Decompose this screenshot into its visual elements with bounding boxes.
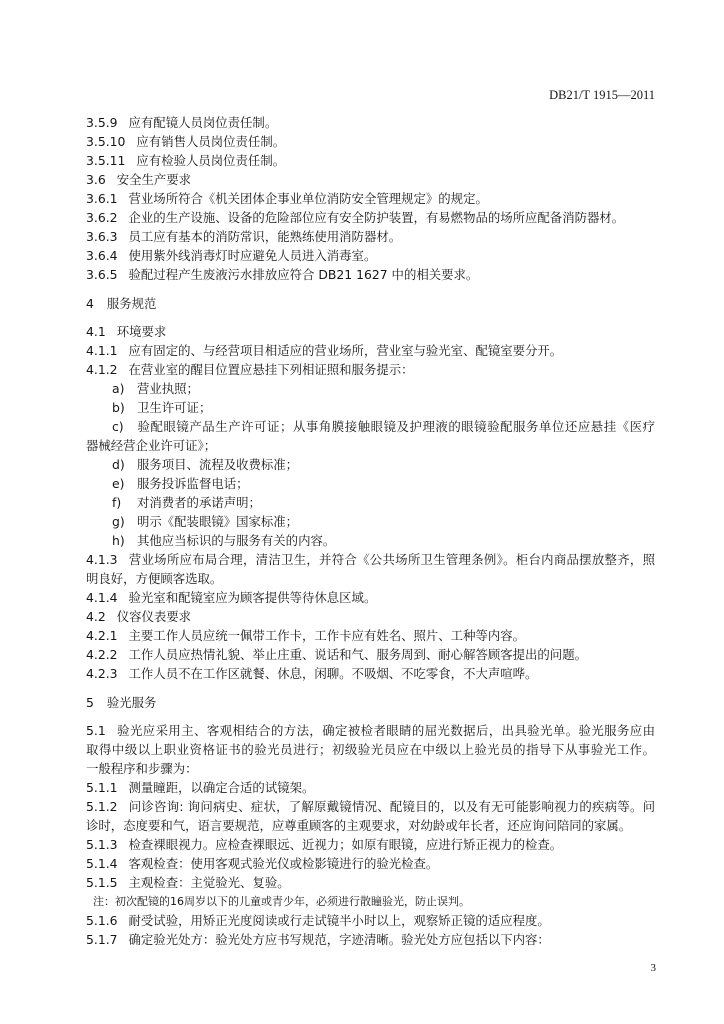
clause-5-1-4	[86, 854, 655, 873]
page-number: 3	[650, 962, 656, 974]
clause-number: 5.1.3	[86, 836, 118, 852]
list-label: h)	[112, 532, 125, 548]
subsection-4-1-heading	[86, 322, 655, 341]
clause-number: 5.1.2	[86, 798, 118, 814]
list-item-f	[86, 493, 655, 512]
clause-5-1-6	[86, 911, 655, 930]
clause-text: 明良好，方便顾客选取。	[86, 570, 223, 586]
subsection-title: 仪容仪表要求	[116, 608, 192, 624]
clause-3-5-9	[86, 113, 655, 132]
chapter-title: 服务规范	[106, 295, 157, 311]
list-item-a	[86, 379, 655, 398]
clause-text: 客观检查：使用客观式验光仪或检影镜进行的验光检查。	[128, 855, 439, 871]
list-text: 营业执照；	[137, 380, 199, 396]
clause-text: 验配过程产生废液污水排放应符合 DB21 1627 中的相关要求。	[128, 267, 479, 282]
subsection-title: 安全生产要求	[116, 172, 192, 187]
clause-text: 应有检验人员岗位责任制。	[136, 153, 286, 168]
list-label: b)	[112, 399, 125, 415]
list-text: 验配眼镜产品生产许可证；从事角膜接触眼镜及护理液的眼镜验配服务单位还应悬挂《医疗	[137, 418, 655, 434]
note	[86, 892, 655, 911]
list-text: 对消费者的承诺声明；	[137, 494, 261, 510]
clause-text: 营业场所符合《机关团体企事业单位消防安全管理规定》的规定。	[128, 191, 488, 206]
clause-3-6-3	[86, 227, 655, 246]
chapter-number: 5	[86, 694, 94, 710]
clause-text: 主要工作人员应统一佩带工作卡，工作卡应有姓名、照片、工种等内容。	[128, 627, 526, 643]
list-item-h	[86, 531, 655, 550]
chapter-4-heading	[86, 294, 655, 313]
clause-4-1-3	[86, 550, 655, 569]
list-text: 明示《配装眼镜》国家标准；	[137, 513, 299, 529]
clause-number: 4.2.1	[86, 627, 118, 643]
clause-text: 工作人员应热情礼貌、举止庄重、说话和气、服务周到、耐心解答顾客提出的问题。	[128, 646, 587, 662]
clause-3-5-10	[86, 132, 655, 151]
clause-4-1-1	[86, 341, 655, 360]
clause-5-1-3	[86, 835, 655, 854]
clause-number: 5.1.1	[86, 779, 118, 795]
list-text: 其他应当标识的与服务有关的内容。	[137, 532, 336, 548]
subsection-title: 环境要求	[116, 323, 167, 339]
clause-number: 4.1.3	[86, 551, 118, 567]
clause-5-1	[86, 721, 655, 740]
clause-3-6-2	[86, 208, 655, 227]
clause-text: 使用紫外线消毒灯时应避免人员进入消毒室。	[128, 248, 377, 263]
clause-5-1-continuation-2	[86, 759, 655, 778]
list-item-b	[86, 398, 655, 417]
clause-5-1-2-continuation	[86, 816, 655, 835]
clause-number: 3.6.1	[86, 191, 118, 206]
list-text: 卫生许可证；	[137, 399, 212, 415]
list-item-g	[86, 512, 655, 531]
clause-5-1-continuation	[86, 740, 655, 759]
list-item-c-continuation	[86, 436, 655, 455]
list-label: e)	[112, 475, 125, 491]
document-body	[86, 113, 655, 949]
subsection-4-2-heading	[86, 607, 655, 626]
clause-number: 3.6.4	[86, 248, 118, 263]
clause-text: 在营业室的醒目位置应悬挂下列相证照和服务提示：	[128, 361, 414, 377]
list-label: f)	[112, 494, 122, 510]
list-label: c)	[112, 418, 124, 434]
clause-3-6-5	[86, 265, 655, 284]
clause-5-1-7	[86, 930, 655, 949]
clause-text: 检查裸眼视力。应检查裸眼远、近视力；如原有眼镜，应进行矫正视力的检查。	[128, 836, 563, 852]
clause-text: 应有固定的、与经营项目相适应的营业场所，营业室与验光室、配镜室要分开。	[128, 342, 563, 358]
clause-number: 5.1.4	[86, 855, 118, 871]
clause-number: 4.1.4	[86, 589, 118, 605]
clause-number: 5.1.5	[86, 874, 118, 890]
clause-number: 4.1.1	[86, 342, 118, 358]
clause-text: 营业场所应布局合理，清洁卫生，并符合《公共场所卫生管理条例》。柜台内商品摆放整齐，照	[128, 551, 655, 567]
clause-5-1-5	[86, 873, 655, 892]
list-label: d)	[112, 456, 125, 472]
subsection-3-6-heading	[86, 170, 655, 189]
clause-text: 员工应有基本的消防常识，能熟练使用消防器材。	[128, 229, 402, 244]
clause-number: 3.6.2	[86, 210, 118, 225]
clause-number: 4.2.2	[86, 646, 118, 662]
list-label: a)	[112, 380, 125, 396]
note-text: 注：初次配镜的16周岁以下的儿童或青少年，必须进行散瞳验光，防止误判。	[93, 894, 470, 908]
clause-number: 5.1	[86, 722, 106, 738]
clause-3-6-1	[86, 189, 655, 208]
clause-4-2-3	[86, 664, 655, 683]
clause-text: 取得中级以上职业资格证书的验光员进行；初级验光员应在中级以上验光员的指导下从事验光工作。	[86, 741, 655, 757]
clause-number: 5.1.6	[86, 912, 118, 928]
clause-text: 诊时，态度要和气，语言要规范，应尊重顾客的主观要求，对幼龄或年长者，还应询问陪同的家属。	[86, 817, 632, 833]
clause-number: 3.5.9	[86, 115, 118, 130]
clause-text: 耐受试验，用矫正光度阅读或行走试镜半小时以上，观察矫正镜的适应程度。	[128, 912, 550, 928]
clause-5-1-2	[86, 797, 655, 816]
clause-number: 4.2.3	[86, 665, 118, 681]
chapter-number: 4	[86, 295, 94, 311]
list-label: g)	[112, 513, 125, 529]
clause-number: 4.1	[86, 323, 106, 339]
clause-text: 验光室和配镜室应为顾客提供等待休息区域。	[128, 589, 377, 605]
list-text: 服务投诉监督电话；	[137, 475, 249, 491]
clause-text: 验光应采用主、客观相结合的方法，确定被检者眼睛的屈光数据后，出具验光单。验光服务应由	[116, 722, 655, 738]
clause-4-1-4	[86, 588, 655, 607]
clause-number: 3.5.11	[86, 153, 126, 168]
clause-text: 工作人员不在工作区就餐、休息，闲聊。不吸烟、不吃零食，不大声喧哗。	[128, 665, 538, 681]
clause-text: 问诊咨询: 询问病史、症状，了解原戴镜情况、配镜目的，以及有无可能影响视力的疾病等。问	[128, 798, 655, 814]
clause-number: 3.6	[86, 172, 106, 187]
list-text: 器械经营企业许可证》；	[86, 437, 217, 453]
list-text: 服务项目、流程及收费标准；	[137, 456, 299, 472]
clause-4-1-2	[86, 360, 655, 379]
clause-text: 测量瞳距，以确定合适的试镜架。	[128, 779, 315, 795]
clause-5-1-1	[86, 778, 655, 797]
list-item-c	[86, 417, 655, 436]
list-item-e	[86, 474, 655, 493]
clause-number: 3.5.10	[86, 134, 126, 149]
clause-3-6-4	[86, 246, 655, 265]
clause-text: 一般程序和步骤为：	[86, 760, 198, 776]
chapter-title: 验光服务	[106, 694, 157, 710]
clause-text: 确定验光处方：验光处方应书写规范，字迹清晰。验光处方应包括以下内容：	[128, 931, 550, 947]
clause-number: 4.1.2	[86, 361, 118, 377]
clause-text: 应有销售人员岗位责任制。	[136, 134, 286, 149]
chapter-5-heading	[86, 693, 655, 712]
clause-number: 3.6.3	[86, 229, 118, 244]
clause-number: 4.2	[86, 608, 106, 624]
clause-text: 主观检查：主觉验光、复验。	[128, 874, 290, 890]
clause-4-2-1	[86, 626, 655, 645]
clause-text: 应有配镜人员岗位责任制。	[128, 115, 278, 130]
clause-4-2-2	[86, 645, 655, 664]
clause-text: 企业的生产设施、设备的危险部位应有安全防护装置，有易燃物品的场所应配备消防器材。	[128, 210, 625, 225]
document-code-header: DB21/T 1915—2011	[549, 88, 655, 102]
clause-number: 5.1.7	[86, 931, 118, 947]
list-item-d	[86, 455, 655, 474]
clause-number: 3.6.5	[86, 267, 118, 282]
clause-4-1-3-continuation	[86, 569, 655, 588]
clause-3-5-11	[86, 151, 655, 170]
